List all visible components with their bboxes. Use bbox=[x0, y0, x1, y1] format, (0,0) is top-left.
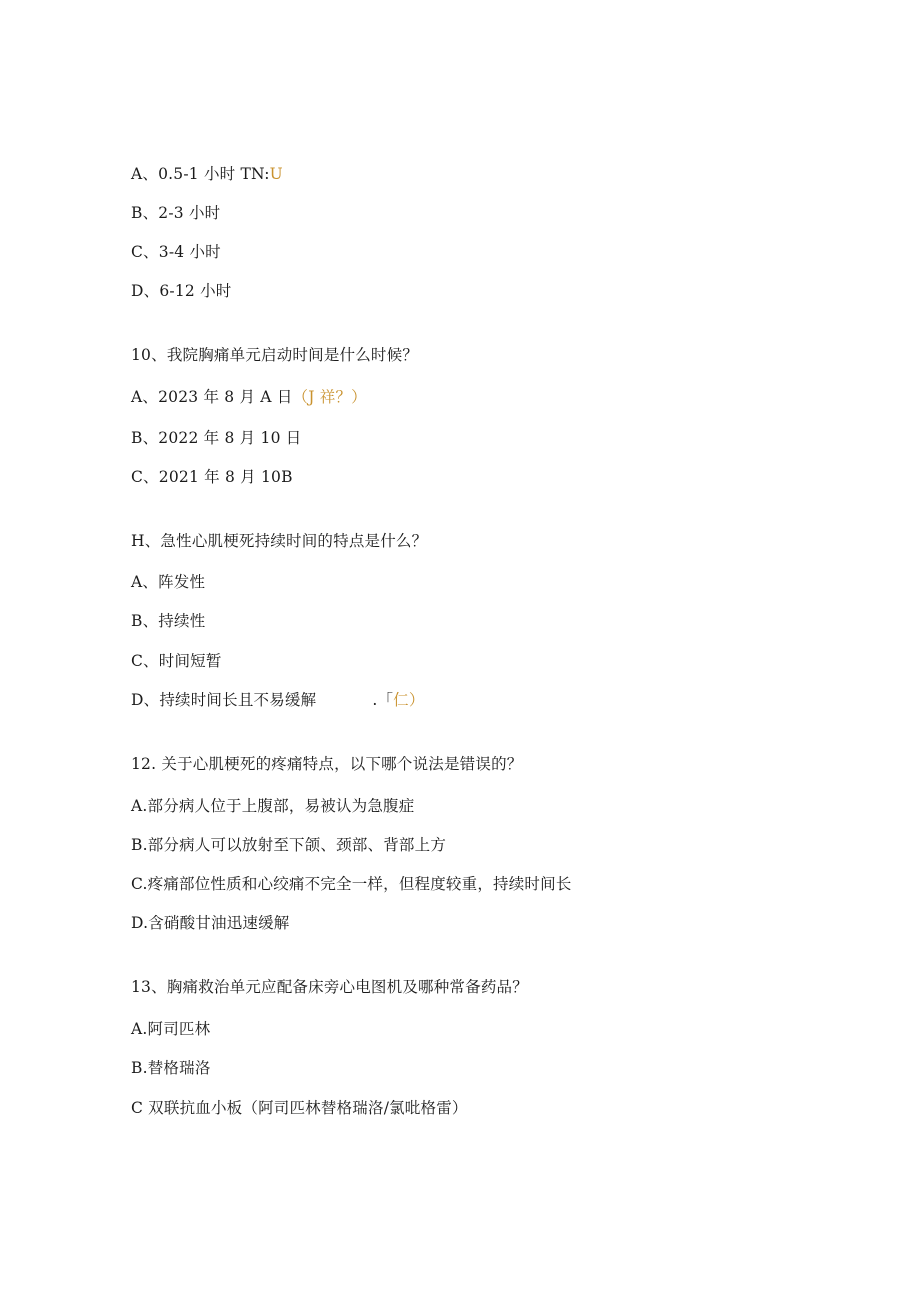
q13-option-a: A.阿司匹林 bbox=[131, 1020, 211, 1038]
q11-option-c: C、时间短暂 bbox=[131, 652, 222, 670]
q13-question: 13、胸痛救治单元应配备床旁心电图机及哪种常备药品？ bbox=[131, 978, 528, 996]
q11-option-d-suffix: .「 bbox=[372, 691, 394, 709]
q10-question: 10、我院胸痛单元启动时间是什么时候？ bbox=[131, 346, 419, 364]
q11-option-a: A、阵发性 bbox=[131, 573, 206, 591]
q10-option-c: C、2021 年 8 月 10B bbox=[131, 468, 293, 486]
q9-option-a bbox=[131, 164, 283, 184]
q13-option-c: C 双联抗血小板（阿司匹林替格瑞洛/氯吡格雷） bbox=[131, 1099, 468, 1117]
q10-option-a-text: A、2023 年 8 月 A 日 bbox=[131, 388, 293, 406]
q12-question: 12. 关于心肌梗死的疼痛特点，以下哪个说法是错误的？ bbox=[131, 755, 523, 773]
q9-answer-mark: U bbox=[269, 165, 283, 183]
q13-option-b: B.替格瑞洛 bbox=[131, 1059, 211, 1077]
q11-option-d-text: D、持续时间长且不易缓解 bbox=[131, 691, 317, 709]
q12-option-a: A.部分病人位于上腹部，易被认为急腹症 bbox=[131, 797, 415, 815]
q10-answer-mark: （J 祥？） bbox=[292, 388, 367, 406]
q12-option-c: C.疼痛部位性质和心绞痛不完全一样，但程度较重，持续时间长 bbox=[131, 875, 572, 893]
q11-answer-mark: 仁） bbox=[393, 691, 425, 709]
q11-question: H、急性心肌梗死持续时间的特点是什么？ bbox=[131, 532, 428, 550]
q9-option-a-text: A、0.5-1 小时 TN: bbox=[131, 165, 270, 183]
q9-option-d: D、6-12 小时 bbox=[131, 282, 232, 300]
q12-option-d: D.含硝酸甘油迅速缓解 bbox=[131, 914, 290, 932]
q11-option-b: B、持续性 bbox=[131, 612, 206, 630]
q9-option-c: C、3-4 小时 bbox=[131, 243, 221, 261]
q10-option-a bbox=[131, 387, 367, 407]
q10-option-b: B、2022 年 8 月 10 日 bbox=[131, 429, 302, 447]
q9-option-b: B、2-3 小时 bbox=[131, 204, 221, 222]
q11-option-d bbox=[131, 690, 425, 710]
q12-option-b: B.部分病人可以放射至下颌、颈部、背部上方 bbox=[131, 836, 447, 854]
